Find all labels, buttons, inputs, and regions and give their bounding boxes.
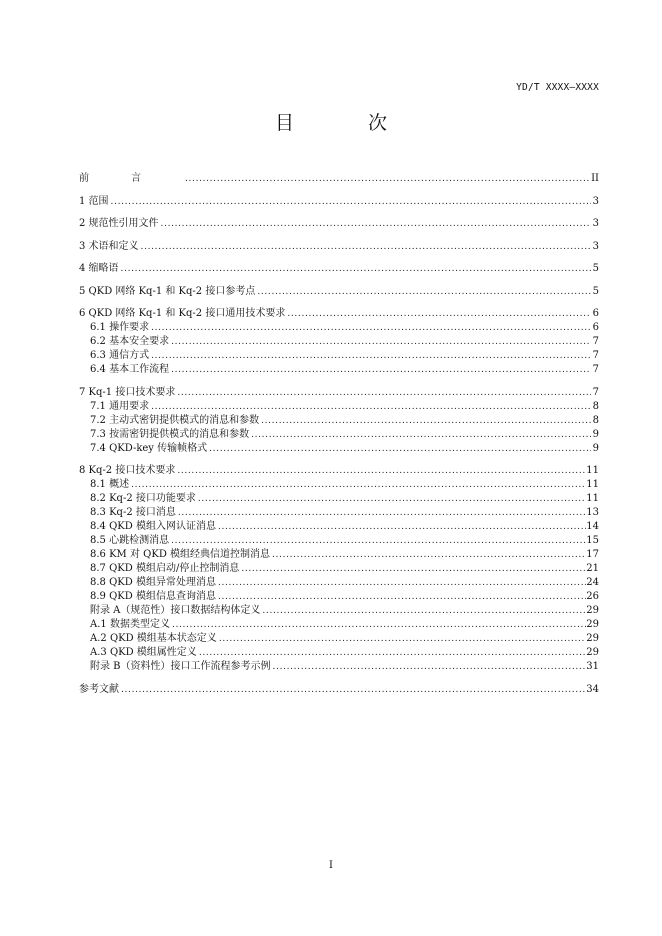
toc-entry-page: 11 — [586, 479, 599, 490]
toc-dot-leader — [270, 548, 586, 562]
toc-entry-page: 29 — [586, 605, 599, 616]
toc-dot-leader — [197, 646, 586, 660]
toc-entry[interactable] — [79, 646, 599, 660]
table-of-contents — [79, 172, 599, 697]
toc-entry-page: II — [591, 173, 599, 184]
toc-entry-label: 7.3 按需密钥提供模式的消息和参数 — [90, 428, 250, 440]
toc-entry-page: 6 — [592, 322, 599, 333]
toc-entry-label: 8.5 心跳检测消息 — [90, 535, 170, 546]
toc-entry-label: A.2 QKD 模组基本状态定义 — [90, 633, 217, 644]
toc-entry-page: 7 — [592, 386, 599, 398]
toc-entry-label: 8.6 KM 对 QKD 模组经典信道控制消息 — [90, 549, 271, 560]
toc-entry[interactable] — [79, 562, 599, 576]
toc-dot-leader — [175, 386, 591, 400]
toc-entry-page: 17 — [586, 549, 599, 560]
toc-entry[interactable] — [79, 632, 599, 646]
toc-dot-leader — [217, 632, 586, 646]
toc-entry[interactable] — [79, 548, 599, 562]
toc-entry[interactable] — [79, 335, 599, 349]
toc-entry-label: 参考文献 — [79, 683, 119, 695]
toc-dot-leader — [196, 492, 586, 506]
toc-entry-page: 3 — [592, 240, 599, 252]
toc-entry-page: 7 — [592, 336, 599, 347]
toc-dot-leader — [139, 240, 591, 254]
toc-dot-leader — [255, 285, 591, 299]
toc-dot-leader — [149, 321, 591, 335]
toc-entry-page: 9 — [592, 442, 599, 454]
toc-entry-label: 4 缩略语 — [79, 263, 119, 274]
toc-entry[interactable] — [79, 492, 599, 506]
page-title: 目 次 — [274, 112, 422, 134]
toc-dot-leader — [175, 464, 586, 478]
toc-entry[interactable] — [79, 307, 599, 321]
toc-dot-leader — [176, 506, 586, 520]
toc-entry[interactable] — [79, 428, 599, 442]
toc-entry[interactable] — [79, 285, 599, 299]
toc-entry-page: 11 — [586, 465, 599, 476]
toc-entry-page: 15 — [586, 535, 599, 546]
toc-dot-leader — [169, 534, 586, 548]
toc-dot-leader — [216, 590, 586, 604]
toc-dot-leader — [159, 217, 591, 231]
toc-entry-label: 6.4 基本工作流程 — [90, 364, 170, 375]
toc-dot-leader — [249, 428, 591, 442]
toc-entry-page: 13 — [586, 507, 599, 518]
toc-entry[interactable] — [79, 534, 599, 548]
toc-dot-leader — [129, 478, 586, 492]
toc-entry[interactable] — [79, 217, 599, 231]
toc-dot-leader — [216, 576, 586, 590]
toc-entry-page: 29 — [586, 619, 599, 630]
toc-entry-page: 3 — [592, 195, 599, 207]
toc-entry-page: 9 — [592, 428, 599, 440]
toc-entry-page: 11 — [586, 493, 599, 504]
toc-entry[interactable] — [79, 506, 599, 520]
toc-entry-page: 3 — [592, 218, 599, 229]
toc-entry[interactable] — [79, 520, 599, 534]
toc-entry[interactable] — [79, 195, 599, 209]
toc-entry-label: 7.1 通用要求 — [90, 400, 150, 412]
toc-entry-label: 前言 — [79, 173, 183, 184]
toc-entry[interactable] — [79, 172, 599, 186]
toc-dot-leader — [239, 562, 586, 576]
toc-entry-label: 2 规范性引用文件 — [79, 218, 159, 229]
toc-entry[interactable] — [79, 618, 599, 632]
toc-entry-page: 14 — [586, 521, 599, 532]
toc-entry-label: 8.2 Kq-2 接口功能要求 — [90, 493, 196, 504]
toc-entry[interactable] — [79, 363, 599, 377]
toc-dot-leader — [285, 307, 591, 321]
toc-entry-page: 8 — [592, 400, 599, 412]
toc-entry[interactable] — [79, 240, 599, 254]
toc-dot-leader — [207, 442, 591, 456]
toc-entry-label: 6.3 通信方式 — [90, 350, 150, 361]
toc-dot-leader — [149, 400, 591, 414]
toc-dot-leader — [260, 604, 586, 618]
toc-entry-label: 5 QKD 网络 Kq-1 和 Kq-2 接口参考点 — [79, 285, 256, 297]
toc-entry-label: 6.2 基本安全要求 — [90, 336, 170, 347]
toc-entry[interactable] — [79, 683, 599, 697]
toc-entry[interactable] — [79, 262, 599, 276]
toc-dot-leader — [119, 262, 591, 276]
toc-entry-label: 8.3 Kq-2 接口消息 — [90, 507, 176, 518]
toc-entry-label: 7.4 QKD-key 传输帧格式 — [90, 442, 208, 454]
toc-entry-page: 21 — [586, 563, 599, 574]
toc-entry-page: 24 — [586, 577, 599, 588]
toc-entry-page: 29 — [586, 633, 599, 644]
toc-dot-leader — [169, 335, 591, 349]
toc-entry[interactable] — [79, 400, 599, 414]
toc-entry-label: 8.8 QKD 模组异常处理消息 — [90, 577, 216, 588]
toc-entry-page: 6 — [592, 308, 599, 319]
document-code: YD/T XXXX—XXXX — [516, 82, 599, 93]
toc-dot-leader — [119, 683, 586, 697]
toc-entry-label: 附录 B（资料性）接口工作流程参考示例 — [90, 661, 271, 672]
toc-entry-page: 5 — [592, 263, 599, 274]
toc-entry-label: 附录 A（规范性）接口数据结构体定义 — [90, 605, 261, 616]
toc-entry[interactable] — [79, 464, 599, 478]
toc-entry[interactable] — [79, 442, 599, 456]
toc-entry-label: 8.7 QKD 模组启动/停止控制消息 — [90, 563, 240, 574]
toc-dot-leader — [216, 520, 586, 534]
toc-entry-page: 29 — [586, 647, 599, 658]
toc-entry[interactable] — [79, 414, 599, 428]
toc-entry-label: 8.1 概述 — [90, 479, 130, 490]
toc-entry-label: 8.4 QKD 模组入网认证消息 — [90, 521, 216, 532]
toc-entry-label: 8 Kq-2 接口技术要求 — [79, 465, 176, 476]
toc-entry-page: 34 — [586, 683, 599, 695]
toc-dot-leader — [170, 618, 586, 632]
toc-entry-label: 1 范围 — [79, 195, 109, 207]
toc-entry[interactable] — [79, 604, 599, 618]
toc-entry-page: 7 — [592, 364, 599, 375]
toc-entry[interactable] — [79, 660, 599, 674]
toc-dot-leader — [169, 363, 591, 377]
toc-entry-label: 6.1 操作要求 — [90, 322, 150, 333]
toc-entry[interactable] — [79, 576, 599, 590]
toc-entry[interactable] — [79, 349, 599, 363]
toc-dot-leader — [149, 349, 591, 363]
toc-entry-label: 6 QKD 网络 Kq-1 和 Kq-2 接口通用技术要求 — [79, 308, 286, 319]
toc-entry-label: A.3 QKD 模组属性定义 — [90, 647, 197, 658]
toc-entry-label: A.1 数据类型定义 — [90, 619, 170, 630]
toc-entry[interactable] — [79, 590, 599, 604]
toc-entry-label: 8.9 QKD 模组信息查询消息 — [90, 591, 216, 602]
toc-dot-leader — [271, 660, 587, 674]
toc-entry-label: 7 Kq-1 接口技术要求 — [79, 386, 176, 398]
toc-entry[interactable] — [79, 478, 599, 492]
toc-entry-page: 5 — [592, 285, 599, 297]
toc-dot-leader — [259, 414, 591, 428]
toc-entry-label: 7.2 主动式密钥提供模式的消息和参数 — [90, 414, 260, 426]
page-number: I — [329, 860, 333, 871]
toc-entry-page: 7 — [592, 350, 599, 361]
toc-entry-page: 26 — [586, 591, 599, 602]
toc-dot-leader — [183, 172, 591, 186]
toc-entry[interactable] — [79, 321, 599, 335]
toc-dot-leader — [109, 195, 591, 209]
toc-entry[interactable] — [79, 386, 599, 400]
toc-entry-label: 3 术语和定义 — [79, 240, 139, 252]
toc-entry-page: 8 — [592, 414, 599, 426]
toc-entry-page: 31 — [586, 661, 599, 672]
